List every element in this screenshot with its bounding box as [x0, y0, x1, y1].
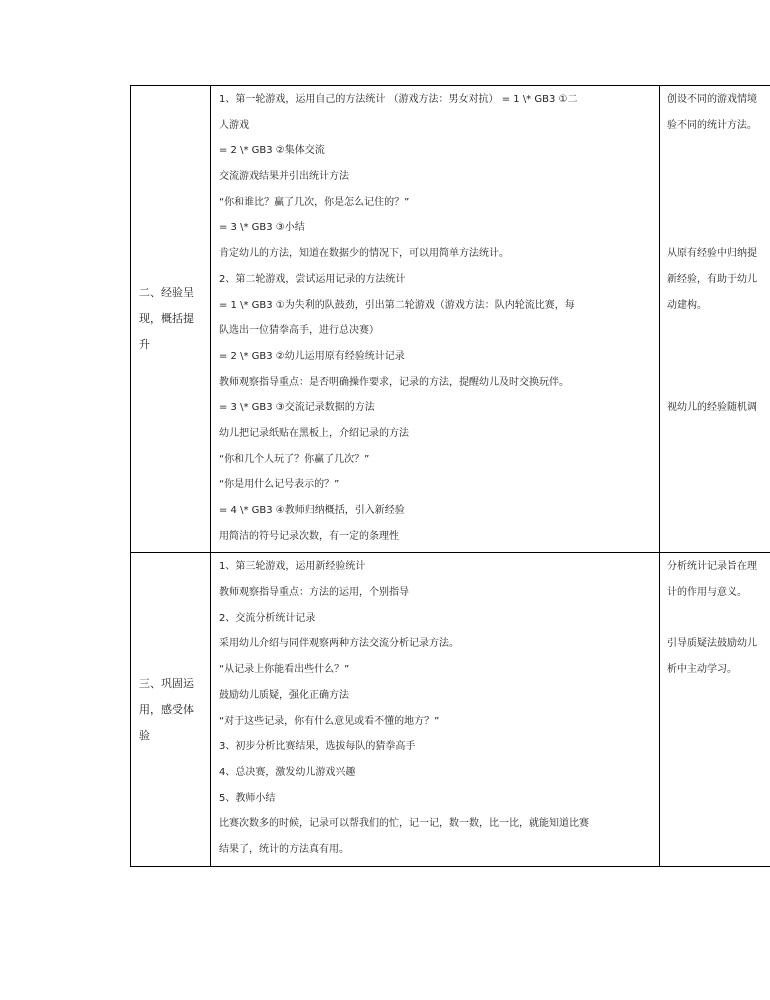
content-line: “你和几个人玩了？你赢了几次？”: [219, 453, 370, 465]
note-line: [667, 734, 770, 760]
content-line: 3、初步分析比赛结果，选拔每队的猜拳高手: [219, 741, 416, 753]
note-line: [667, 524, 770, 550]
note-line: [667, 498, 770, 524]
lesson-plan-table: [130, 85, 770, 867]
note-line: [667, 344, 770, 370]
note-line: 动建构。: [667, 299, 707, 311]
content-line: = 4 \* GB3 ④教师归纳概括，引入新经验: [219, 505, 405, 516]
table-row-section3: [131, 553, 770, 866]
note-line: 引导质疑法鼓励幼儿: [667, 638, 757, 650]
content-line: “对于这些记录，你有什么意见或看不懂的地方？”: [219, 715, 440, 727]
content-line: 5、教师小结: [219, 792, 276, 804]
notes-cell: [660, 86, 770, 552]
note-line: [667, 164, 770, 190]
note-line: [667, 370, 770, 396]
note-line: [667, 472, 770, 498]
content-line: “你和谁比？赢了几次，你是怎么记住的？”: [219, 196, 410, 208]
note-line: 计的作用与意义。: [667, 587, 747, 599]
content-line: 肯定幼儿的方法，知道在数据少的情况下，可以用简单方法统计。: [219, 248, 509, 260]
note-line: [667, 837, 770, 863]
note-line: [667, 447, 770, 473]
note-line: 视幼儿的经验随机调: [667, 402, 757, 414]
content-line: 交流游戏结果并引出统计方法: [219, 171, 349, 183]
note-line: [667, 786, 770, 812]
content-line: 幼儿把记录纸贴在黑板上，介绍记录的方法: [219, 427, 409, 439]
note-line: [667, 606, 770, 632]
note-line: [667, 318, 770, 344]
content-line: = 2 \* GB3 ②集体交流: [219, 145, 325, 157]
content-line: = 3 \* GB3 ③交流记录数据的方法: [219, 402, 375, 414]
content-line: = 2 \* GB3 ②幼儿运用原有经验统计记录: [219, 350, 405, 362]
note-line: 新经验，有助于幼儿: [667, 273, 757, 285]
content-line: 教师观察指导重点：方法的运用，个别指导: [219, 587, 409, 599]
table-row-section2: [131, 86, 770, 553]
notes-cell: [660, 553, 770, 865]
content-line: “从记录上你能看出些什么？”: [219, 664, 350, 676]
note-line: 分析统计记录旨在理: [667, 561, 757, 573]
note-line: [667, 138, 770, 164]
content-cell: [211, 553, 660, 865]
note-line: [667, 421, 770, 447]
stage-label: 三、巩固运用，感受体验: [139, 676, 194, 742]
content-cell: [211, 86, 660, 552]
content-line: = 1 \* GB3 ①为失利的队鼓劲，引出第二轮游戏（游戏方法：队内轮流比赛，每: [219, 299, 575, 311]
note-line: [667, 811, 770, 837]
content-line: 1、第一轮游戏，运用自己的方法统计 （游戏方法：男女对抗） = 1 \* GB3 ①二: [219, 94, 578, 105]
stage-label: 二、经验呈现，概括提升: [139, 286, 194, 352]
content-line: 4、总决赛，激发幼儿游戏兴趣: [219, 766, 356, 778]
content-line: 2、交流分析统计记录: [219, 612, 316, 624]
content-line: 人游戏: [219, 119, 249, 131]
note-line: 验不同的统计方法。: [667, 119, 757, 131]
content-line: 比赛次数多的时候，记录可以帮我们的忙，记一记，数一数，比一比，就能知道比赛: [219, 818, 589, 830]
note-line: 创设不同的游戏情境: [667, 94, 757, 105]
note-line: [667, 683, 770, 709]
content-line: 1、第三轮游戏，运用新经验统计: [219, 561, 366, 573]
content-line: 采用幼儿介绍与同伴观察两种方法交流分析记录方法。: [219, 638, 459, 650]
note-line: 析中主动学习。: [667, 664, 737, 676]
note-line: [667, 760, 770, 786]
content-line: 教师观察指导重点：是否明确操作要求，记录的方法，提醒幼儿及时交换玩伴。: [219, 376, 569, 388]
content-line: 2、第二轮游戏，尝试运用记录的方法统计: [219, 273, 406, 285]
stage-cell: [131, 86, 211, 552]
note-line: 从原有经验中归纳提: [667, 248, 757, 260]
note-line: [667, 709, 770, 735]
note-line: [667, 190, 770, 216]
content-line: 用简洁的符号记录次数，有一定的条理性: [219, 530, 399, 542]
note-line: [667, 215, 770, 241]
content-line: “你是用什么记号表示的？”: [219, 479, 340, 491]
content-line: 结果了，统计的方法真有用。: [219, 843, 349, 855]
content-line: = 3 \* GB3 ③小结: [219, 222, 305, 234]
content-line: 队选出一位猜拳高手，进行总决赛）: [219, 325, 379, 337]
stage-cell: [131, 553, 211, 865]
content-line: 鼓励幼儿质疑，强化正确方法: [219, 689, 349, 701]
